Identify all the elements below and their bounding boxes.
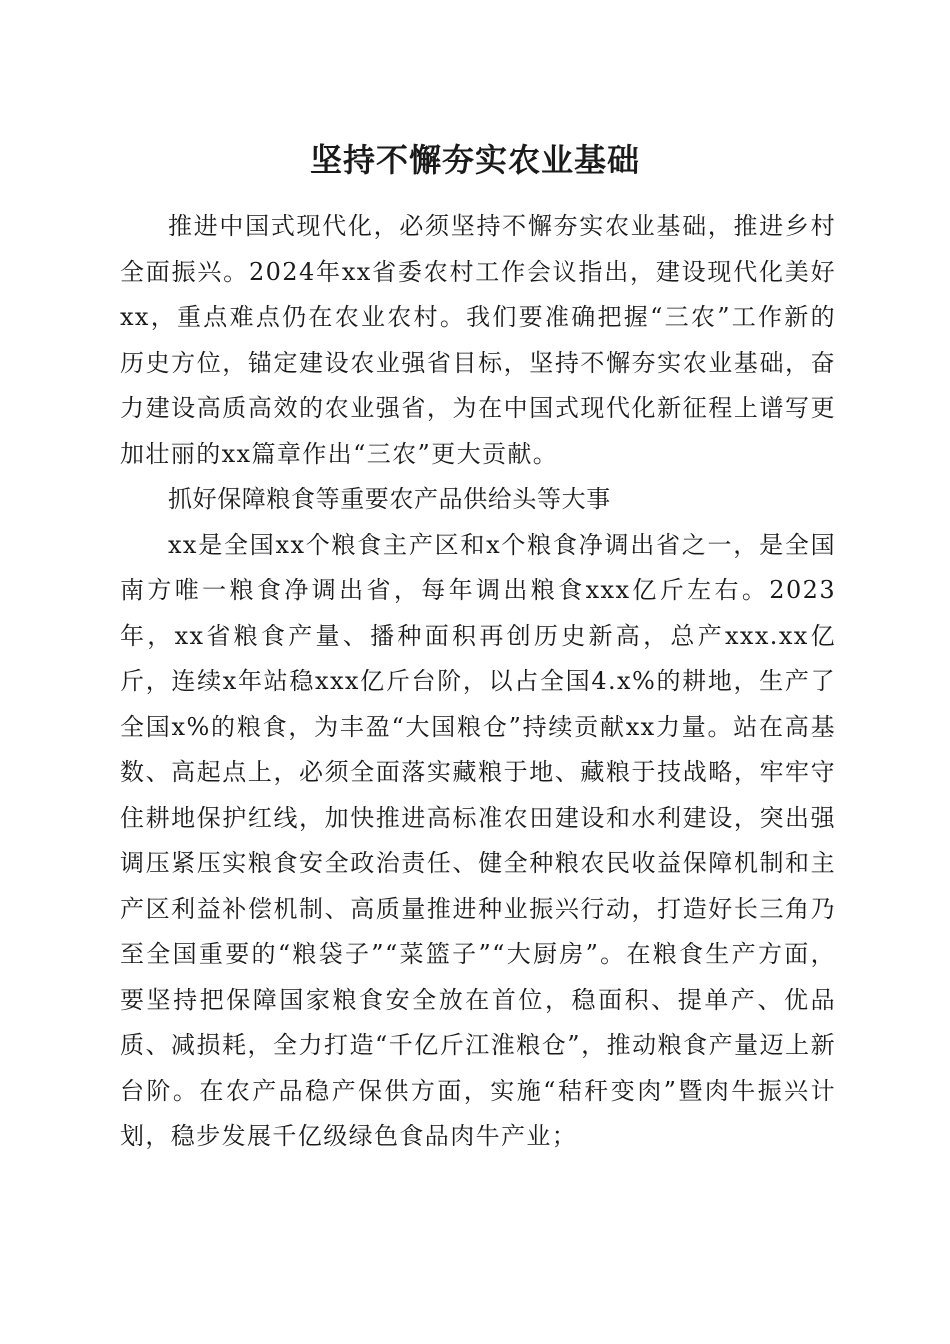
intro-paragraph: 推进中国式现代化，必须坚持不懈夯实农业基础，推进乡村全面振兴。2024年xx省委农村工作会议指出，建设现代化美好xx，重点难点仍在农业农村。我们要准确把握“三农”工作新的历史方位，锚定建设农业强省目标，坚持不懈夯实农业基础，奋力建设高质高效的农业强省，为在中国式现代化新征程上谱写更加壮丽的xx篇章作出“三农”更大贡献。 (120, 212, 836, 468)
document-body (120, 204, 836, 1160)
section-paragraph: xx是全国xx个粮食主产区和x个粮食净调出省之一，是全国南方唯一粮食净调出省，每年调出粮食xxx亿斤左右。2023年，xx省粮食产量、播种面积再创历史新高，总产xxx.xx亿斤，连续x年站稳xxx亿斤台阶，以占全国4.x%的耕地，生产了全国x%的粮食，为丰盈“大国粮仓”持续贡献xx力量。站在高基数、高起点上，必须全面落实藏粮于地、藏粮于技战略，牢牢守住耕地保护红线，加快推进高标准农田建设和水利建设，突出强调压紧压实粮食安全政治责任、健全种粮农民收益保障机制和主产区利益补偿机制、高质量推进种业振兴行动，打造好长三角乃至全国重要的“粮袋子”“菜篮子”“大厨房”。在粮食生产方面，要坚持把保障国家粮食安全放在首位，稳面积、提单产、优品质、减损耗，全力打造“千亿斤江淮粮仓”，推动粮食产量迈上新台阶。在农产品稳产保供方面，实施“秸秆变肉”暨肉牛振兴计划，稳步发展千亿级绿色食品肉牛产业； (120, 530, 836, 1150)
document-title: 坚持不懈夯实农业基础 (309, 141, 640, 179)
section-heading: 抓好保障粮食等重要农产品供给头等大事 (168, 485, 611, 513)
